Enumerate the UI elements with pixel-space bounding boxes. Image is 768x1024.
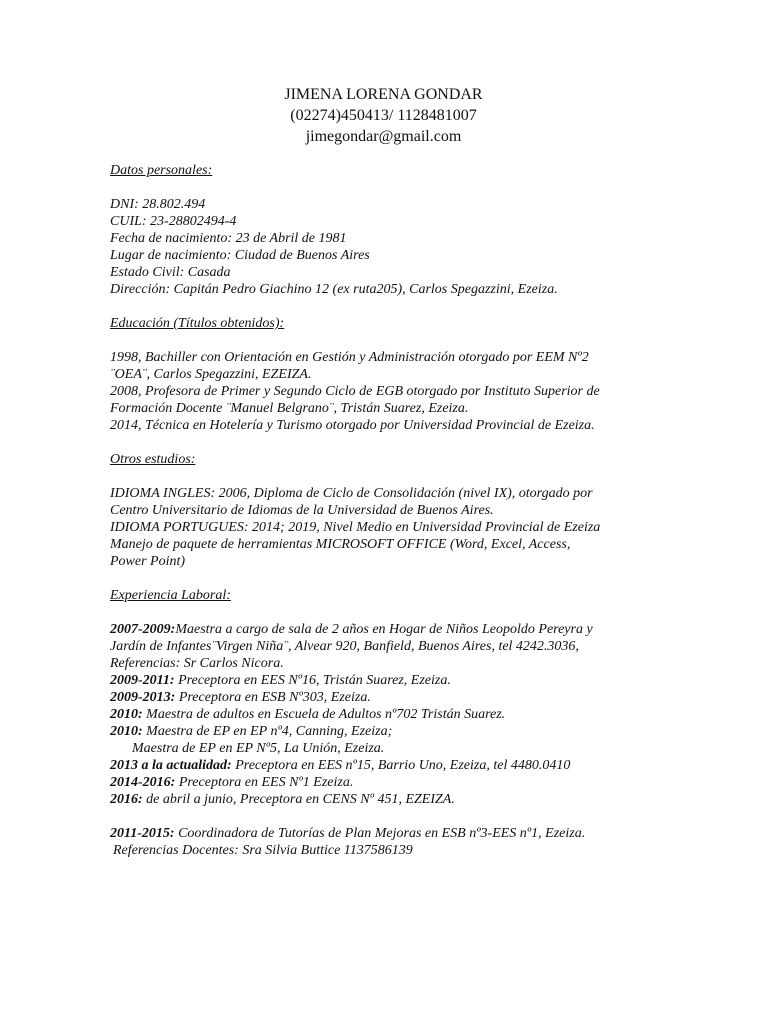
teaching-references: Referencias Docentes: Sra Silvia Buttice 1137586139 xyxy=(113,843,413,858)
personal-line: DNI: 28.802.494 xyxy=(110,197,206,212)
experience-entry xyxy=(110,655,710,672)
experience-text: Preceptora en EES nº15, Barrio Uno, Ezeiza, tel 4480.0410 xyxy=(231,758,571,773)
experience-period: 2009-2013: xyxy=(110,690,176,705)
experience-entry xyxy=(110,740,710,757)
section-heading-other-studies: Otros estudios: xyxy=(110,452,196,467)
other-studies-line: IDIOMA INGLES: 2006, Diploma de Ciclo de Consolidación (nivel IX), otorgado por xyxy=(110,486,593,501)
candidate-phones: (02274)450413/ 1128481007 xyxy=(290,107,477,124)
candidate-name: JIMENA LORENA GONDAR xyxy=(284,86,483,103)
experience-text: de abril a junio, Preceptora en CENS Nº 451, EZEIZA. xyxy=(142,792,455,807)
experience-entry xyxy=(110,638,710,655)
experience-text: Preceptora en EES Nº1 Ezeiza. xyxy=(175,775,354,790)
experience-entry xyxy=(110,621,710,638)
other-studies-line: Manejo de paquete de herramientas MICROSOFT OFFICE (Word, Excel, Access, xyxy=(110,537,571,552)
personal-line: Dirección: Capitán Pedro Giachino 12 (ex ruta205), Carlos Spegazzini, Ezeiza. xyxy=(110,282,558,297)
candidate-email: jimegondar@gmail.com xyxy=(305,128,462,145)
experience-text: Maestra de adultos en Escuela de Adultos nº702 Tristán Suarez. xyxy=(142,707,506,722)
experience-text: Referencias: Sr Carlos Nicora. xyxy=(110,656,284,671)
experience-entry xyxy=(110,723,710,740)
other-studies-line: Centro Universitario de Idiomas de la Universidad de Buenos Aires. xyxy=(110,503,494,518)
other-studies-line: Power Point) xyxy=(110,554,186,569)
experience-period: 2010: xyxy=(110,724,143,739)
section-heading-education: Educación (Títulos obtenidos): xyxy=(110,316,285,331)
other-studies-line: IDIOMA PORTUGUES: 2014; 2019, Nivel Medio en Universidad Provincial de Ezeiza xyxy=(110,520,601,535)
cv-body xyxy=(110,162,710,859)
education-line: 1998, Bachiller con Orientación en Gestión y Administración otorgado por EEM Nº2 xyxy=(110,350,589,365)
experience-entry xyxy=(110,757,710,774)
experience-period: 2010: xyxy=(110,707,143,722)
section-heading-personal: Datos personales: xyxy=(110,163,213,178)
experience-entry xyxy=(110,672,710,689)
personal-line: Fecha de nacimiento: 23 de Abril de 1981 xyxy=(110,231,347,246)
experience-period: 2016: xyxy=(110,792,143,807)
education-line: 2014, Técnica en Hotelería y Turismo otorgado por Universidad Provincial de Ezeiza. xyxy=(110,418,595,433)
coordination-text: Coordinadora de Tutorías de Plan Mejoras en ESB nº3-EES nº1, Ezeiza. xyxy=(174,826,586,841)
experience-entry xyxy=(110,791,710,808)
experience-text: Maestra de EP en EP nº4, Canning, Ezeiza; xyxy=(142,724,393,739)
experience-period: 2007-2009: xyxy=(110,622,176,637)
education-line: Formación Docente ¨Manuel Belgrano¨, Tristán Suarez, Ezeiza. xyxy=(110,401,469,416)
personal-line: Estado Civil: Casada xyxy=(110,265,231,280)
cv-header xyxy=(0,84,768,147)
experience-text: Maestra de EP en EP Nº5, La Unión, Ezeiza. xyxy=(132,741,385,756)
personal-line: CUIL: 23-28802494-4 xyxy=(110,214,237,229)
education-line: ¨OEA¨, Carlos Spegazzini, EZEIZA. xyxy=(110,367,312,382)
experience-text: Preceptora en EES Nº16, Tristán Suarez, Ezeiza. xyxy=(174,673,451,688)
experience-period: 2009-2011: xyxy=(110,673,175,688)
section-heading-experience: Experiencia Laboral: xyxy=(110,588,231,603)
experience-text: Jardín de Infantes¨Virgen Niña¨, Alvear 920, Banfield, Buenos Aires, tel 4242.3036, xyxy=(110,639,579,654)
experience-period: 2014-2016: xyxy=(110,775,176,790)
experience-entry xyxy=(110,706,710,723)
experience-entry xyxy=(110,689,710,706)
coordination-period: 2011-2015: xyxy=(110,826,175,841)
coordination-entry xyxy=(110,825,710,842)
experience-text: Maestra a cargo de sala de 2 años en Hogar de Niños Leopoldo Pereyra y xyxy=(175,622,593,637)
experience-entry xyxy=(110,774,710,791)
experience-text: Preceptora en ESB Nº303, Ezeiza. xyxy=(175,690,371,705)
experience-period: 2013 a la actualidad: xyxy=(110,758,232,773)
education-line: 2008, Profesora de Primer y Segundo Ciclo de EGB otorgado por Instituto Superior de xyxy=(110,384,600,399)
personal-line: Lugar de nacimiento: Ciudad de Buenos Aires xyxy=(110,248,370,263)
